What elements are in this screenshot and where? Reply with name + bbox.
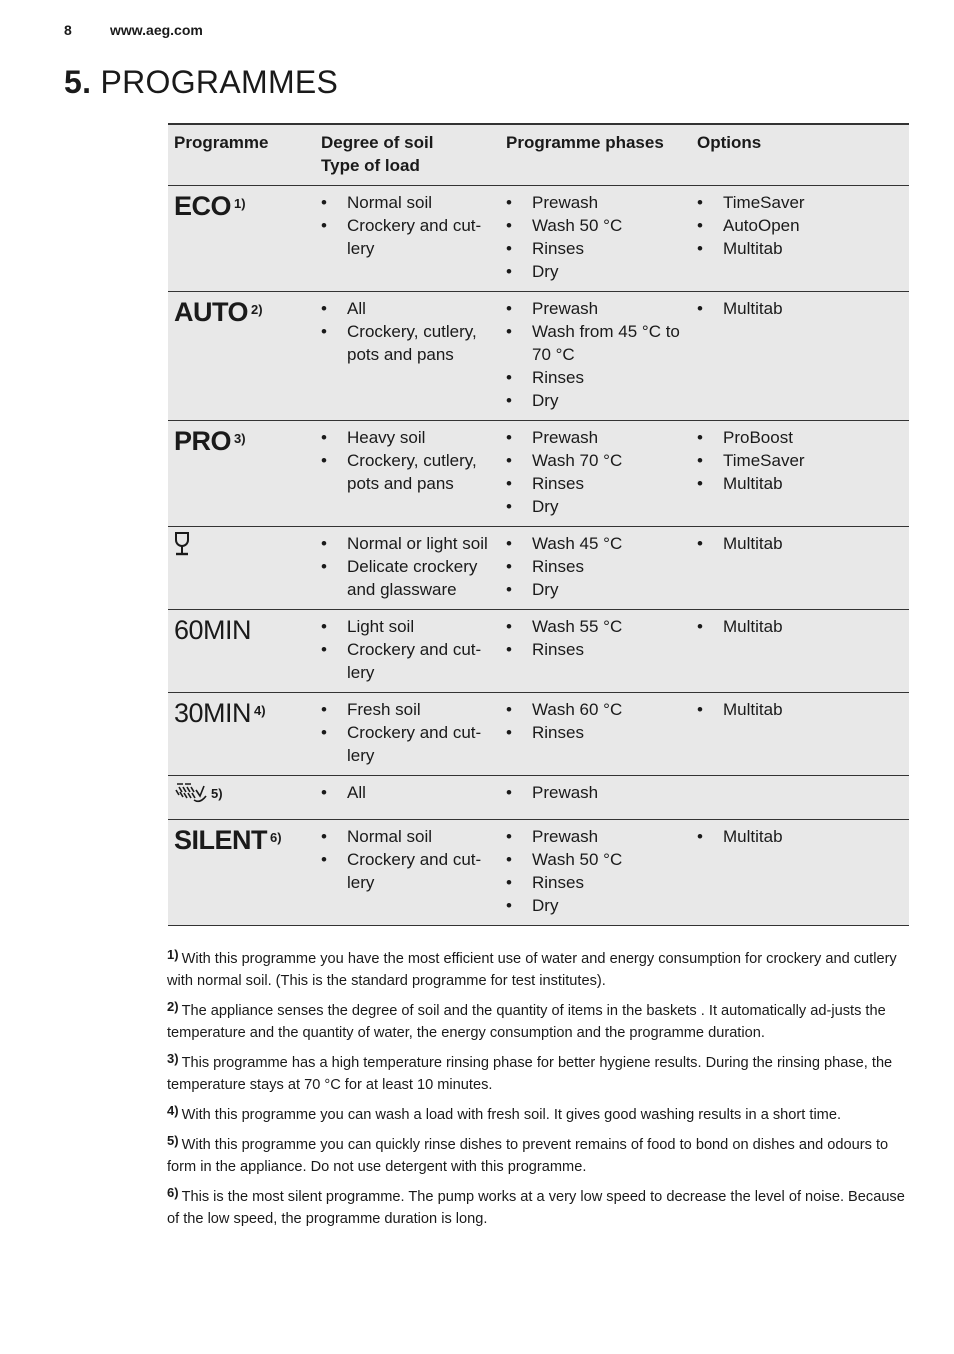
table-row [168,186,909,292]
list-item: • Dry [506,389,685,412]
programme-cell [168,820,315,926]
table-row [168,292,909,421]
phases-cell-list [506,781,685,804]
list-item: • Prewash [506,426,685,449]
programme-cell [168,527,315,610]
list-item: • Prewash [506,297,685,320]
phases-cell [500,776,691,820]
list-item: • Multitab [697,698,903,721]
list-item: • TimeSaver [697,449,903,472]
header-options: Options [691,124,909,186]
options-cell [691,820,909,926]
list-item: • Rinses [506,366,685,389]
footnote-number: 3) [167,1051,179,1066]
list-item: • Fresh soil [321,698,494,721]
phases-cell [500,186,691,292]
phases-cell-list [506,191,685,283]
table-row [168,693,909,776]
soil-cell-list [321,426,494,495]
list-item: • TimeSaver [697,191,903,214]
table-row [168,610,909,693]
phases-cell [500,527,691,610]
wine-glass-icon [174,532,190,562]
footnote-number: 6) [167,1185,179,1200]
rinse-spray-icon [174,781,208,811]
options-cell-list [697,698,903,721]
options-cell-list [697,532,903,555]
table-header-row [168,124,909,186]
header-soil-line2: Type of load [321,156,420,175]
phases-cell [500,693,691,776]
list-item: • Prewash [506,825,685,848]
table-row [168,421,909,527]
soil-cell [315,610,500,693]
list-item: • Multitab [697,472,903,495]
programme-cell [168,610,315,693]
footnote-number: 1) [167,947,179,962]
soil-cell-list [321,532,494,601]
list-item: • Dry [506,495,685,518]
list-item: • Crockery and cut-lery [321,638,494,684]
list-item: • Rinses [506,237,685,260]
list-item: • Rinses [506,555,685,578]
programme-name: PRO [174,426,232,456]
list-item: • Wash 60 °C [506,698,685,721]
list-item: • Prewash [506,781,685,804]
page-header [64,22,203,38]
list-item: • AutoOpen [697,214,903,237]
list-item: • Dry [506,894,685,917]
list-item: • Normal soil [321,825,494,848]
programme-name: ECO [174,191,232,221]
phases-cell-list [506,426,685,518]
phases-cell-list [506,698,685,744]
list-item: • Heavy soil [321,426,494,449]
list-item: • Dry [506,260,685,283]
list-item: • Normal or light soil [321,532,494,555]
footnote-number: 4) [167,1103,179,1118]
programme-name: 60MIN [174,615,252,645]
phases-cell [500,292,691,421]
list-item: • Wash from 45 °C to 70 °C [506,320,685,366]
table-row [168,820,909,926]
list-item: • All [321,781,494,804]
phases-cell-list [506,297,685,412]
options-cell [691,693,909,776]
list-item: • All [321,297,494,320]
list-item: • Wash 70 °C [506,449,685,472]
programmes-table [168,123,909,926]
options-cell-list [697,297,903,320]
footnote [167,1100,912,1126]
footnote-number: 2) [167,999,179,1014]
soil-cell [315,527,500,610]
header-programme: Programme [168,124,315,186]
list-item: • Crockery and cut-lery [321,214,494,260]
page-number: 8 [64,22,72,38]
chapter-title-text: PROGRAMMES [100,64,339,100]
soil-cell-list [321,825,494,894]
list-item: • Multitab [697,297,903,320]
programme-cell [168,421,315,527]
list-item: • Multitab [697,825,903,848]
phases-cell [500,610,691,693]
soil-cell-list [321,781,494,804]
phases-cell-list [506,615,685,661]
options-cell [691,610,909,693]
soil-cell [315,292,500,421]
soil-cell [315,820,500,926]
options-cell [691,186,909,292]
footnote-ref: 5) [211,786,223,801]
list-item: • Crockery, cutlery, pots and pans [321,320,494,366]
footnote-ref: 4) [254,703,266,718]
footnote-ref: 1) [234,196,246,211]
header-soil-line1: Degree of soil [321,133,434,152]
list-item: • ProBoost [697,426,903,449]
chapter-number: 5. [64,64,92,100]
footnote-text: The appliance senses the degree of soil and the quantity of items in the baskets . It automatically ad-justs the temperature and the quantity of water, the energy consumption and the programme duration. [167,1003,886,1041]
header-soil [315,124,500,186]
soil-cell-list [321,698,494,767]
programme-name: SILENT [174,825,268,855]
phases-cell [500,421,691,527]
list-item: • Crockery, cutlery, pots and pans [321,449,494,495]
soil-cell [315,186,500,292]
list-item: • Normal soil [321,191,494,214]
phases-cell [500,820,691,926]
footnote-ref: 3) [234,431,246,446]
list-item: • Dry [506,578,685,601]
header-phases: Programme phases [500,124,691,186]
soil-cell [315,421,500,527]
programme-cell [168,186,315,292]
list-item: • Rinses [506,638,685,661]
footnote [167,1130,912,1178]
options-cell-list [697,615,903,638]
list-item: • Delicate crockery and glassware [321,555,494,601]
options-cell [691,776,909,820]
footnotes [167,944,912,1234]
footnote [167,996,912,1044]
soil-cell-list [321,615,494,684]
options-cell [691,527,909,610]
footnote-text: With this programme you have the most efficient use of water and energy consumption for crockery and cutlery with normal soil. (This is the standard programme for test institutes). [167,951,897,989]
list-item: • Rinses [506,721,685,744]
footnote-text: With this programme you can wash a load with fresh soil. It gives good washing results in a short time. [181,1107,842,1123]
soil-cell-list [321,297,494,366]
list-item: • Wash 50 °C [506,214,685,237]
chapter-title [64,64,338,101]
table-row [168,776,909,820]
soil-cell [315,693,500,776]
table-row [168,527,909,610]
footnote-ref: 6) [270,830,282,845]
list-item: • Prewash [506,191,685,214]
list-item: • Wash 45 °C [506,532,685,555]
list-item: • Multitab [697,615,903,638]
list-item: • Rinses [506,472,685,495]
list-item: • Light soil [321,615,494,638]
list-item: • Wash 55 °C [506,615,685,638]
options-cell [691,421,909,527]
options-cell [691,292,909,421]
programme-name: AUTO [174,297,249,327]
soil-cell-list [321,191,494,260]
list-item: • Wash 50 °C [506,848,685,871]
footnote-text: This is the most silent programme. The pump works at a very low speed to decrease the level of noise. Because of the low speed, the programme duration is long. [167,1189,905,1227]
options-cell-list [697,191,903,260]
list-item: • Crockery and cut-lery [321,721,494,767]
footnote-text: With this programme you can quickly rinse dishes to prevent remains of food to bond on dishes and odours to form in the appliance. Do not use detergent with this programme. [167,1137,889,1175]
list-item: • Crockery and cut-lery [321,848,494,894]
options-cell-list [697,426,903,495]
list-item: • Multitab [697,237,903,260]
footnote [167,1182,912,1230]
programme-cell [168,693,315,776]
footnote-ref: 2) [251,302,263,317]
list-item: • Multitab [697,532,903,555]
footnote-number: 5) [167,1133,179,1148]
programme-cell [168,292,315,421]
options-cell-list [697,825,903,848]
website-url[interactable]: www.aeg.com [110,22,203,38]
footnote [167,1048,912,1096]
programme-name: 30MIN [174,698,252,728]
footnote-text: This programme has a high temperature rinsing phase for better hygiene results. During the rinsing phase, the temperature stays at 70 °C for at least 10 minutes. [167,1055,893,1093]
programme-cell [168,776,315,820]
footnote [167,944,912,992]
list-item: • Rinses [506,871,685,894]
soil-cell [315,776,500,820]
phases-cell-list [506,532,685,601]
phases-cell-list [506,825,685,917]
